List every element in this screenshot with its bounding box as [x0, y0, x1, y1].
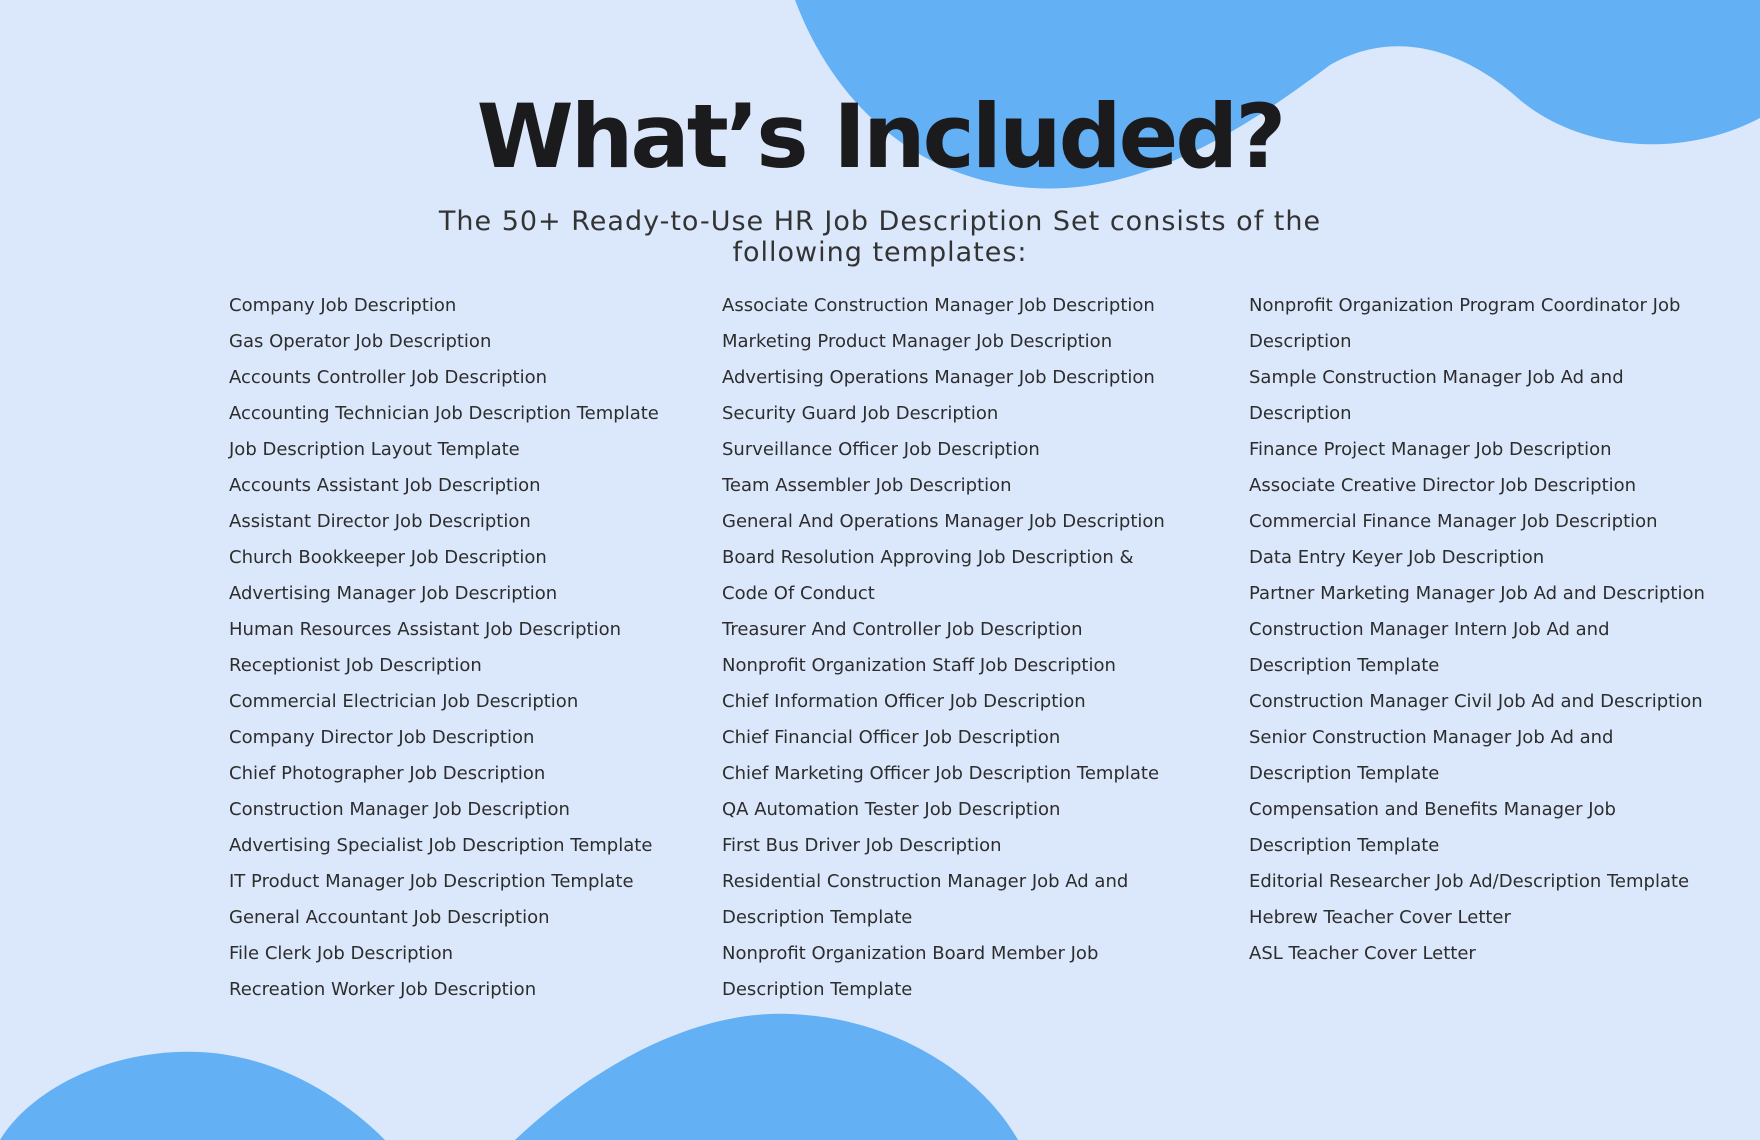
list-item: Nonprofit Organization Staff Job Description [722, 655, 1116, 676]
list-item: Sample Construction Manager Job Ad and [1249, 367, 1624, 388]
list-item: Data Entry Keyer Job Description [1249, 547, 1545, 568]
list-item: Hebrew Teacher Cover Letter [1249, 907, 1511, 928]
list-item: File Clerk Job Description [229, 943, 454, 964]
list-item: Company Job Description [229, 295, 457, 316]
list-item: Church Bookkeeper Job Description [229, 547, 547, 568]
list-item: Editorial Researcher Job Ad/Description Template [1249, 871, 1690, 892]
list-item: Treasurer And Controller Job Description [722, 619, 1083, 640]
list-item: Human Resources Assistant Job Description [229, 619, 621, 640]
list-item: Company Director Job Description [229, 727, 535, 748]
list-item: General And Operations Manager Job Description [722, 511, 1165, 532]
list-item: Construction Manager Intern Job Ad and [1249, 619, 1610, 640]
list-item: Advertising Specialist Job Description Template [229, 835, 653, 856]
list-item: Recreation Worker Job Description [229, 979, 537, 1000]
list-item: Nonprofit Organization Board Member Job [722, 943, 1099, 964]
list-item: Accounting Technician Job Description Template [229, 403, 659, 424]
list-item: Residential Construction Manager Job Ad and [722, 871, 1129, 892]
list-item: ASL Teacher Cover Letter [1249, 943, 1476, 964]
list-item: Advertising Operations Manager Job Description [722, 367, 1155, 388]
list-item: Construction Manager Job Description [229, 799, 570, 820]
list-item: First Bus Driver Job Description [722, 835, 1002, 856]
list-item: Accounts Controller Job Description [229, 367, 548, 388]
list-item: Finance Project Manager Job Description [1249, 439, 1612, 460]
list-item: Commercial Electrician Job Description [229, 691, 579, 712]
list-item: Description Template [722, 907, 913, 928]
list-item: Gas Operator Job Description [229, 331, 492, 352]
list-item: Nonprofit Organization Program Coordinator Job [1249, 295, 1681, 316]
list-item: Chief Financial Officer Job Description [722, 727, 1061, 748]
list-item: Description Template [1249, 655, 1440, 676]
list-item: Assistant Director Job Description [229, 511, 531, 532]
list-item: Compensation and Benefits Manager Job [1249, 799, 1616, 820]
list-item: Commercial Finance Manager Job Description [1249, 511, 1658, 532]
list-item: Description Template [722, 979, 913, 1000]
list-item: Security Guard Job Description [722, 403, 999, 424]
list-item: Board Resolution Approving Job Description & [722, 547, 1134, 568]
templates-column-2 [722, 288, 1222, 1008]
list-item: Code Of Conduct [722, 583, 875, 604]
list-item: Senior Construction Manager Job Ad and [1249, 727, 1614, 748]
list-item: General Accountant Job Description [229, 907, 550, 928]
list-item: Description [1249, 403, 1352, 424]
list-item: Marketing Product Manager Job Description [722, 331, 1113, 352]
list-item: IT Product Manager Job Description Template [229, 871, 634, 892]
list-item: Description Template [1249, 835, 1440, 856]
list-item: Description Template [1249, 763, 1440, 784]
list-item: Advertising Manager Job Description [229, 583, 558, 604]
page-title: What’s Included? [476, 85, 1284, 188]
list-item: Chief Information Officer Job Description [722, 691, 1086, 712]
list-item: Description [1249, 331, 1352, 352]
list-item: Receptionist Job Description [229, 655, 482, 676]
list-item: Chief Photographer Job Description [229, 763, 546, 784]
list-item: Partner Marketing Manager Job Ad and Description [1249, 583, 1705, 604]
list-item: Surveillance Officer Job Description [722, 439, 1040, 460]
list-item: Accounts Assistant Job Description [229, 475, 541, 496]
page-subtitle: The 50+ Ready-to-Use HR Job Description Set consists of the following templates: [438, 206, 1322, 268]
list-item: Job Description Layout Template [229, 439, 520, 460]
templates-column-3 [1249, 288, 1749, 972]
templates-column-1 [229, 288, 699, 1008]
list-item: Team Assembler Job Description [722, 475, 1012, 496]
list-item: Associate Construction Manager Job Description [722, 295, 1155, 316]
list-item: Construction Manager Civil Job Ad and Description [1249, 691, 1703, 712]
list-item: QA Automation Tester Job Description [722, 799, 1061, 820]
list-item: Associate Creative Director Job Description [1249, 475, 1637, 496]
list-item: Chief Marketing Officer Job Description Template [722, 763, 1160, 784]
